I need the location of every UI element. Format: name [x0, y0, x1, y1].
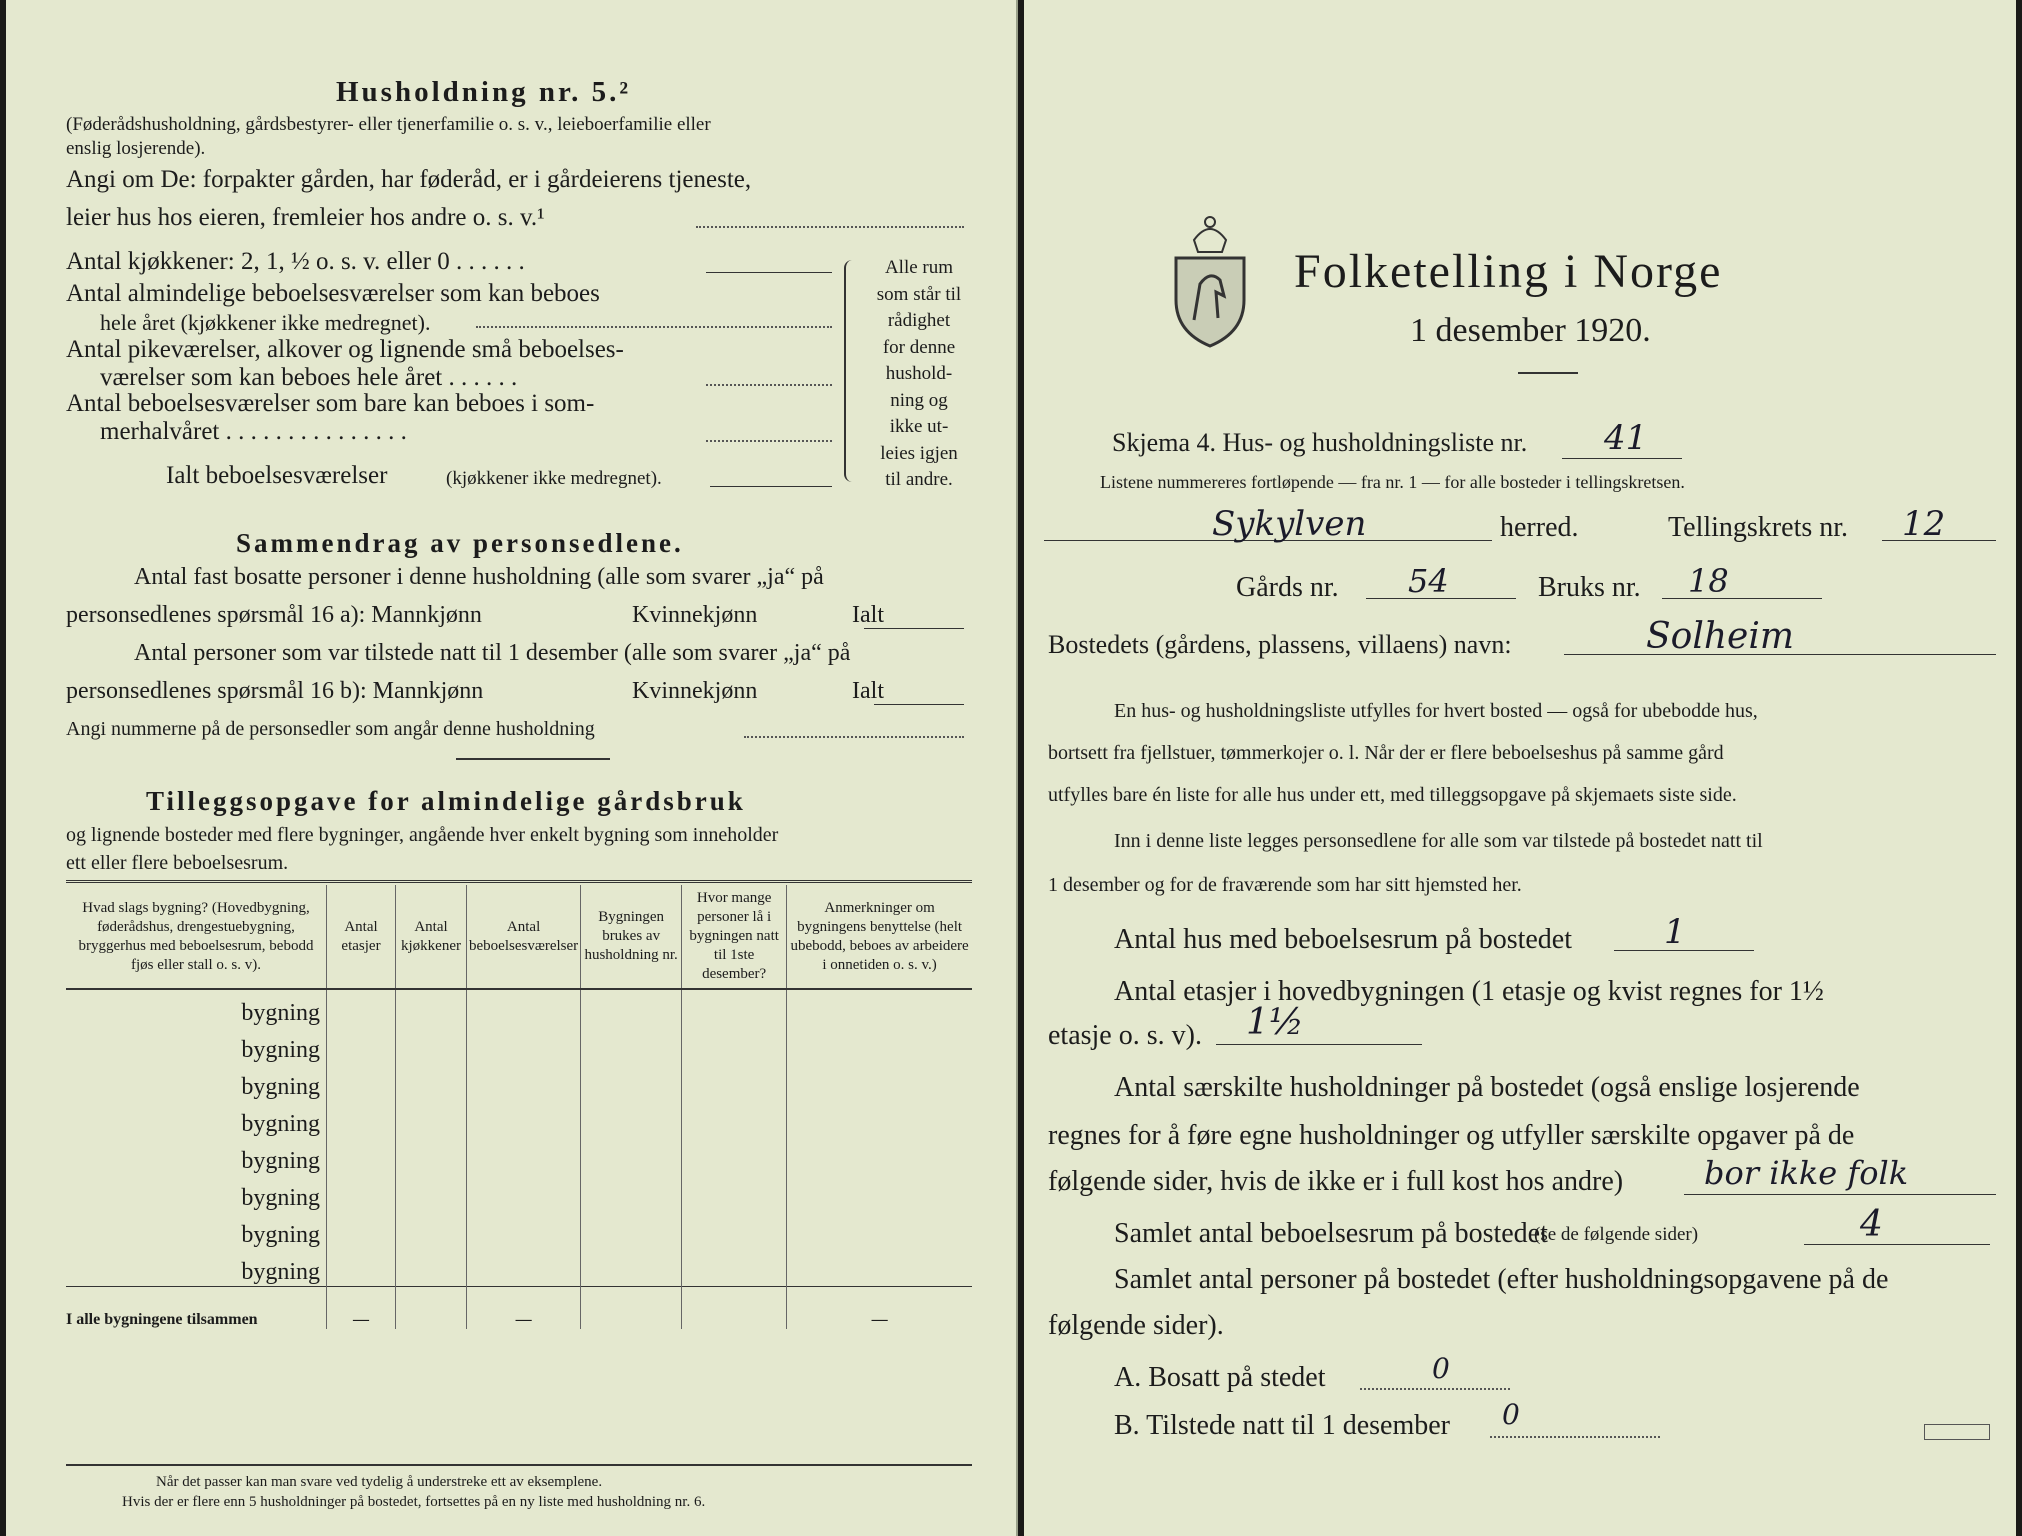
summary-fixed-total-blank — [864, 628, 964, 629]
tilstede-value: 0 — [1502, 1398, 1520, 1431]
total-rooms-note: (kjøkkener ikke medregnet). — [446, 468, 662, 489]
schema-number: 41 — [1604, 418, 1648, 458]
table-row: bygning — [66, 1101, 972, 1138]
col-rooms: Antal beboelsesværelser — [467, 885, 581, 989]
rum-note: (se de følgende sider) — [1534, 1224, 1699, 1245]
total-rooms-label: Ialt beboelsesværelser — [166, 462, 388, 489]
instruction-2: bortsett fra fjellstuer, tømmerkojer o. l. Når der er flere beboelseshus på samme gård — [1048, 742, 1724, 764]
divider — [456, 758, 610, 760]
etasjer-value: 1½ — [1246, 1002, 1304, 1043]
bruks-blank — [1662, 598, 1822, 599]
farm-heading: Tilleggsopgave for almindelige gårdsbruk — [146, 786, 746, 816]
col-persons: Hvor mange personer lå i bygningen natt til 1ste desember? — [682, 885, 787, 989]
husholdninger-label-1: Antal særskilte husholdninger på bostedet (også enslige losjerende — [1114, 1072, 1860, 1103]
rum-value: 4 — [1860, 1204, 1883, 1245]
instruction-4: Inn i denne liste legges personsedlene for alle som var tilstede på bostedet natt til — [1114, 830, 1763, 852]
farm-intro-2: ett eller flere beboelsesrum. — [66, 852, 289, 874]
personer-label-2: følgende sider). — [1048, 1310, 1224, 1341]
col-remarks: Anmerkninger om bygningens benyttelse (helt ubebodd, beboes av arbeidere i onnetiden o. s. v.) — [787, 885, 972, 989]
table-row: bygning — [66, 1212, 972, 1249]
maid-rooms-label-2: værelser som kan beboes hele året . . . . . . — [100, 364, 518, 391]
etasjer-blank — [1216, 1044, 1422, 1045]
summer-rooms-label-2: merhalvåret . . . . . . . . . . . . . . . — [100, 418, 407, 445]
maid-rooms-label: Antal pikeværelser, alkover og lignende små beboelses- — [66, 336, 624, 363]
footnote-2: Hvis der er flere enn 5 husholdninger på bostedet, fortsettes på en ny liste med husholdning nr. 6. — [122, 1494, 706, 1510]
summary-numbers-label: Angi nummerne på de personsedler som angår denne husholdning — [66, 718, 595, 740]
bosatt-value: 0 — [1432, 1352, 1450, 1385]
table-sum-row: I alle bygningene tilsammen — — — — [66, 1287, 972, 1330]
table-bottom-rule — [66, 1464, 972, 1466]
schema-label: Skjema 4. Hus- og husholdningsliste nr. — [1112, 428, 1528, 457]
table-row: bygning — [66, 1064, 972, 1101]
col-household: Bygningen brukes av husholdning nr. — [581, 885, 682, 989]
farm-intro-1: og lignende bosteder med flere bygninger, angående hver enkelt bygning som inneholder — [66, 824, 779, 846]
footnote-1: Når det passer kan man svare ved tydelig å understreke ett av eksemplene. — [156, 1474, 603, 1490]
schema-blank — [1562, 458, 1682, 459]
rum-blank — [1804, 1244, 1990, 1245]
bosted-value: Solheim — [1646, 616, 1794, 657]
rooms-side-note: Alle rum som står til rådighet for denne hushold- ning og ikke ut- leies igjen til andre. — [876, 257, 962, 490]
summary-present-total: Ialt — [852, 678, 884, 704]
table-top-rule — [66, 880, 972, 883]
summary-present-line-1: Antal personer som var tilstede natt til 1 desember (alle som svarer „ja“ på — [134, 640, 851, 666]
summary-numbers-blank — [744, 736, 964, 738]
bosted-label: Bostedets (gårdens, plassens, villaens) navn: — [1048, 630, 1512, 659]
krets-value: 12 — [1902, 504, 1946, 544]
bruks-value: 18 — [1688, 562, 1729, 600]
total-rooms-blank — [710, 486, 832, 487]
col-building-type: Hvad slags bygning? (Hovedbygning, føderådshus, drengestuebygning, bryggerhus med beboelsesrum, bebodd fjøs eller stall o. s. v). — [78, 899, 314, 973]
summary-fixed-line-2: personsedlenes spørsmål 16 a): Mannkjønn — [66, 602, 482, 628]
herred-label: herred. — [1500, 512, 1579, 543]
gards-value: 54 — [1408, 562, 1449, 600]
summary-present-total-blank — [874, 704, 964, 705]
husholdninger-value: bor ikke folk — [1704, 1154, 1909, 1192]
col-floors: Antal etasjer — [327, 885, 396, 989]
instruction-5: 1 desember og for de fraværende som har sitt hjemsted her. — [1048, 874, 1522, 896]
bruks-label: Bruks nr. — [1538, 572, 1641, 603]
right-page — [1024, 0, 2016, 1536]
summary-fixed-line-1: Antal fast bosatte personer i denne husholdning (alle som svarer „ja“ på — [134, 564, 824, 590]
ordinary-rooms-blank — [476, 326, 832, 328]
household-title: Husholdning nr. 5.² — [336, 76, 632, 108]
buildings-table — [66, 885, 972, 1329]
herred-value: Sykylven — [1212, 504, 1367, 544]
summary-fixed-total: Ialt — [852, 602, 884, 628]
table-row: bygning — [66, 1175, 972, 1212]
angi-line-2: leier hus hos eieren, fremleier hos andre o. s. v.¹ — [66, 204, 545, 231]
instruction-3: utfylles bare én liste for alle hus under ett, med tilleggsopgave på skjemaets siste side. — [1048, 784, 1737, 806]
husholdninger-label-3: følgende sider, hvis de ikke er i full kost hos andre) — [1048, 1166, 1624, 1197]
angi-line-1: Angi om De: forpakter gården, har føderåd, er i gårdeierens tjeneste, — [66, 166, 752, 193]
household-subtitle: (Føderådshusholdning, gårdsbestyrer- eller tjenerfamilie o. s. v., leieboerfamilie eller — [66, 114, 711, 135]
ordinary-rooms-label-2: hele året (kjøkkener ikke medregnet). — [100, 310, 431, 335]
maid-rooms-blank — [706, 384, 832, 386]
kitchens-blank — [706, 272, 832, 273]
summary-heading: Sammendrag av personsedlene. — [236, 528, 684, 558]
krets-label: Tellingskrets nr. — [1668, 512, 1849, 543]
tilstede-label: B. Tilstede natt til 1 desember — [1114, 1410, 1450, 1441]
table-row: bygning — [66, 1138, 972, 1175]
instruction-1: En hus- og husholdningsliste utfylles for hvert bosted — også for ubebodde hus, — [1114, 700, 1758, 722]
summary-fixed-female: Kvinnekjønn — [632, 602, 758, 628]
coat-of-arms-icon — [1164, 200, 1256, 350]
rum-label: Samlet antal beboelsesrum på bostedet — [1114, 1218, 1548, 1249]
col-kitchens: Antal kjøkkener — [396, 885, 467, 989]
table-row: bygning — [66, 1027, 972, 1064]
gards-label: Gårds nr. — [1236, 572, 1339, 603]
personer-label-1: Samlet antal personer på bostedet (efter husholdningsopgavene på de — [1114, 1264, 1889, 1295]
census-date: 1 desember 1920. — [1410, 312, 1651, 349]
left-page — [6, 0, 1018, 1536]
ordinary-rooms-label: Antal almindelige beboelsesværelser som kan beboes — [66, 280, 600, 307]
hus-value: 1 — [1664, 912, 1686, 952]
summary-present-female: Kvinnekjønn — [632, 678, 758, 704]
husholdninger-blank — [1684, 1194, 1996, 1195]
etasjer-label-1: Antal etasjer i hovedbygningen (1 etasje og kvist regnes for 1½ — [1114, 976, 1824, 1007]
summer-rooms-label: Antal beboelsesværelser som bare kan beboes i som- — [66, 390, 595, 417]
summer-rooms-blank — [706, 440, 832, 442]
table-row: bygning — [66, 1249, 972, 1287]
printer-stamp — [1924, 1424, 1990, 1440]
husholdninger-label-2: regnes for å føre egne husholdninger og utfyller særskilte opgaver på de — [1048, 1120, 1855, 1151]
bosatt-blank — [1360, 1388, 1510, 1390]
hus-label: Antal hus med beboelsesrum på bostedet — [1114, 924, 1573, 955]
etasjer-label-2: etasje o. s. v). — [1048, 1020, 1202, 1051]
title-divider — [1518, 372, 1578, 374]
kitchens-label: Antal kjøkkener: 2, 1, ½ o. s. v. eller 0 . . . . . . — [66, 248, 525, 275]
bosatt-label: A. Bosatt på stedet — [1114, 1362, 1326, 1393]
household-subtitle-2: enslig losjerende). — [66, 138, 206, 159]
rooms-brace — [844, 260, 860, 482]
table-row: bygning — [66, 989, 972, 1027]
main-title: Folketelling i Norge — [1294, 245, 1723, 298]
angi-blank — [696, 226, 964, 228]
numbering-note: Listene nummereres fortløpende — fra nr. 1 — for alle bosteder i tellingskretsen. — [1100, 472, 1685, 492]
tilstede-blank — [1490, 1436, 1660, 1438]
summary-present-line-2: personsedlenes spørsmål 16 b): Mannkjønn — [66, 678, 484, 704]
